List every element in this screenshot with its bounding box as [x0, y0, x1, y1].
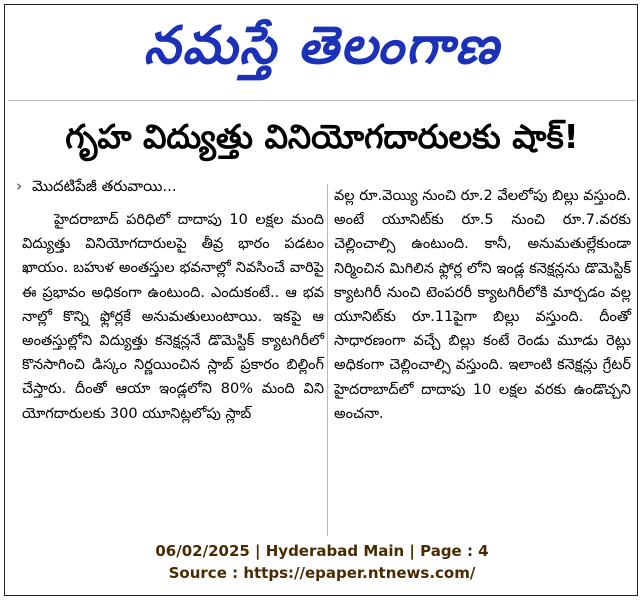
continued-text: మొదటిపేజీ తరువాయి... — [32, 177, 177, 195]
footer-source: Source : https://epaper.ntnews.com/ — [168, 564, 476, 582]
article-column-left — [22, 208, 324, 426]
article-headline: గృహ విద్యుత్తు వినియోగదారులకు షాక్! — [65, 117, 579, 156]
masthead — [0, 8, 644, 84]
article-paragraph: వల్ల రూ.వెయ్యి నుంచి రూ.2 వేలలోపు బిల్లు వస్తుంది. అంటే యూనిట్‌కు రూ.5 నుంచి రూ.7.వరకు చెల్లించాల్సి ఉంటుంది. కానీ, అనుమతుల్లేకుండా నిర్మించిన మిగిలిన ఫ్లోర్ల లోని ఇండ్ల కనెక్షన్లను డొమెస్టిక్ క్యాటగిరీ నుంచి టెంపరరీ క్యాటగిరీలోకి మార్చడం వల్ల యూనిట్‌కు రూ.11పైగా బిల్లు వస్తుంది. దీంతో సాధారణంగా వచ్చే బిల్లు కంటే రెండు మూడు రెట్లు అధికంగా చెల్లించాల్సి వస్తుంది. ఇలాంటి కనెక్షన్లు గ్రేటర్ హైదరాబాద్‌లో దాదాపు 10 లక్షల వరకు ఉండొచ్చని అంచనా. — [334, 188, 631, 422]
column-divider — [327, 184, 328, 536]
continued-marker — [16, 174, 177, 198]
chevron-right-icon: › — [16, 177, 23, 195]
newspaper-logo: నమస్తే తెలంగాణ — [143, 16, 501, 76]
article-column-right — [334, 184, 631, 426]
article-paragraph: హైదరాబాద్ పరిధిలో దాదాపు 10 లక్షల మంది విద్యుత్తు వినియోగదారులపై తీవ్ర భారం పడటం ఖాయం. బహుళ అంతస్తుల భవనాల్లో నివసించే వారిపై ఈ ప్రభావం అధికంగా ఉంటుంది. ఎందుకంటే.. ఆ భవ నాల్లో కొన్ని ఫ్లోర్లకే అనుమతులుంటాయి. ఇకపై ఆ అంతస్తుల్లోని విద్యుత్తు కనెక్షన్లనే డొమెస్టిక్ క్యాటగిరీలో కొనసాగించి డిస్కం నిర్ణయించిన స్లాబ్ ప్రకారం బిల్లింగ్ చేస్తారు. దీంతో ఆయా ఇండ్లలోని 80% మంది విని యోగదారులకు 300 యూనిట్లలోపు స్లాబ్ — [22, 212, 324, 422]
footer — [0, 540, 644, 584]
footer-dateline: 06/02/2025 | Hyderabad Main | Page : 4 — [155, 542, 489, 560]
masthead-divider — [8, 100, 636, 101]
